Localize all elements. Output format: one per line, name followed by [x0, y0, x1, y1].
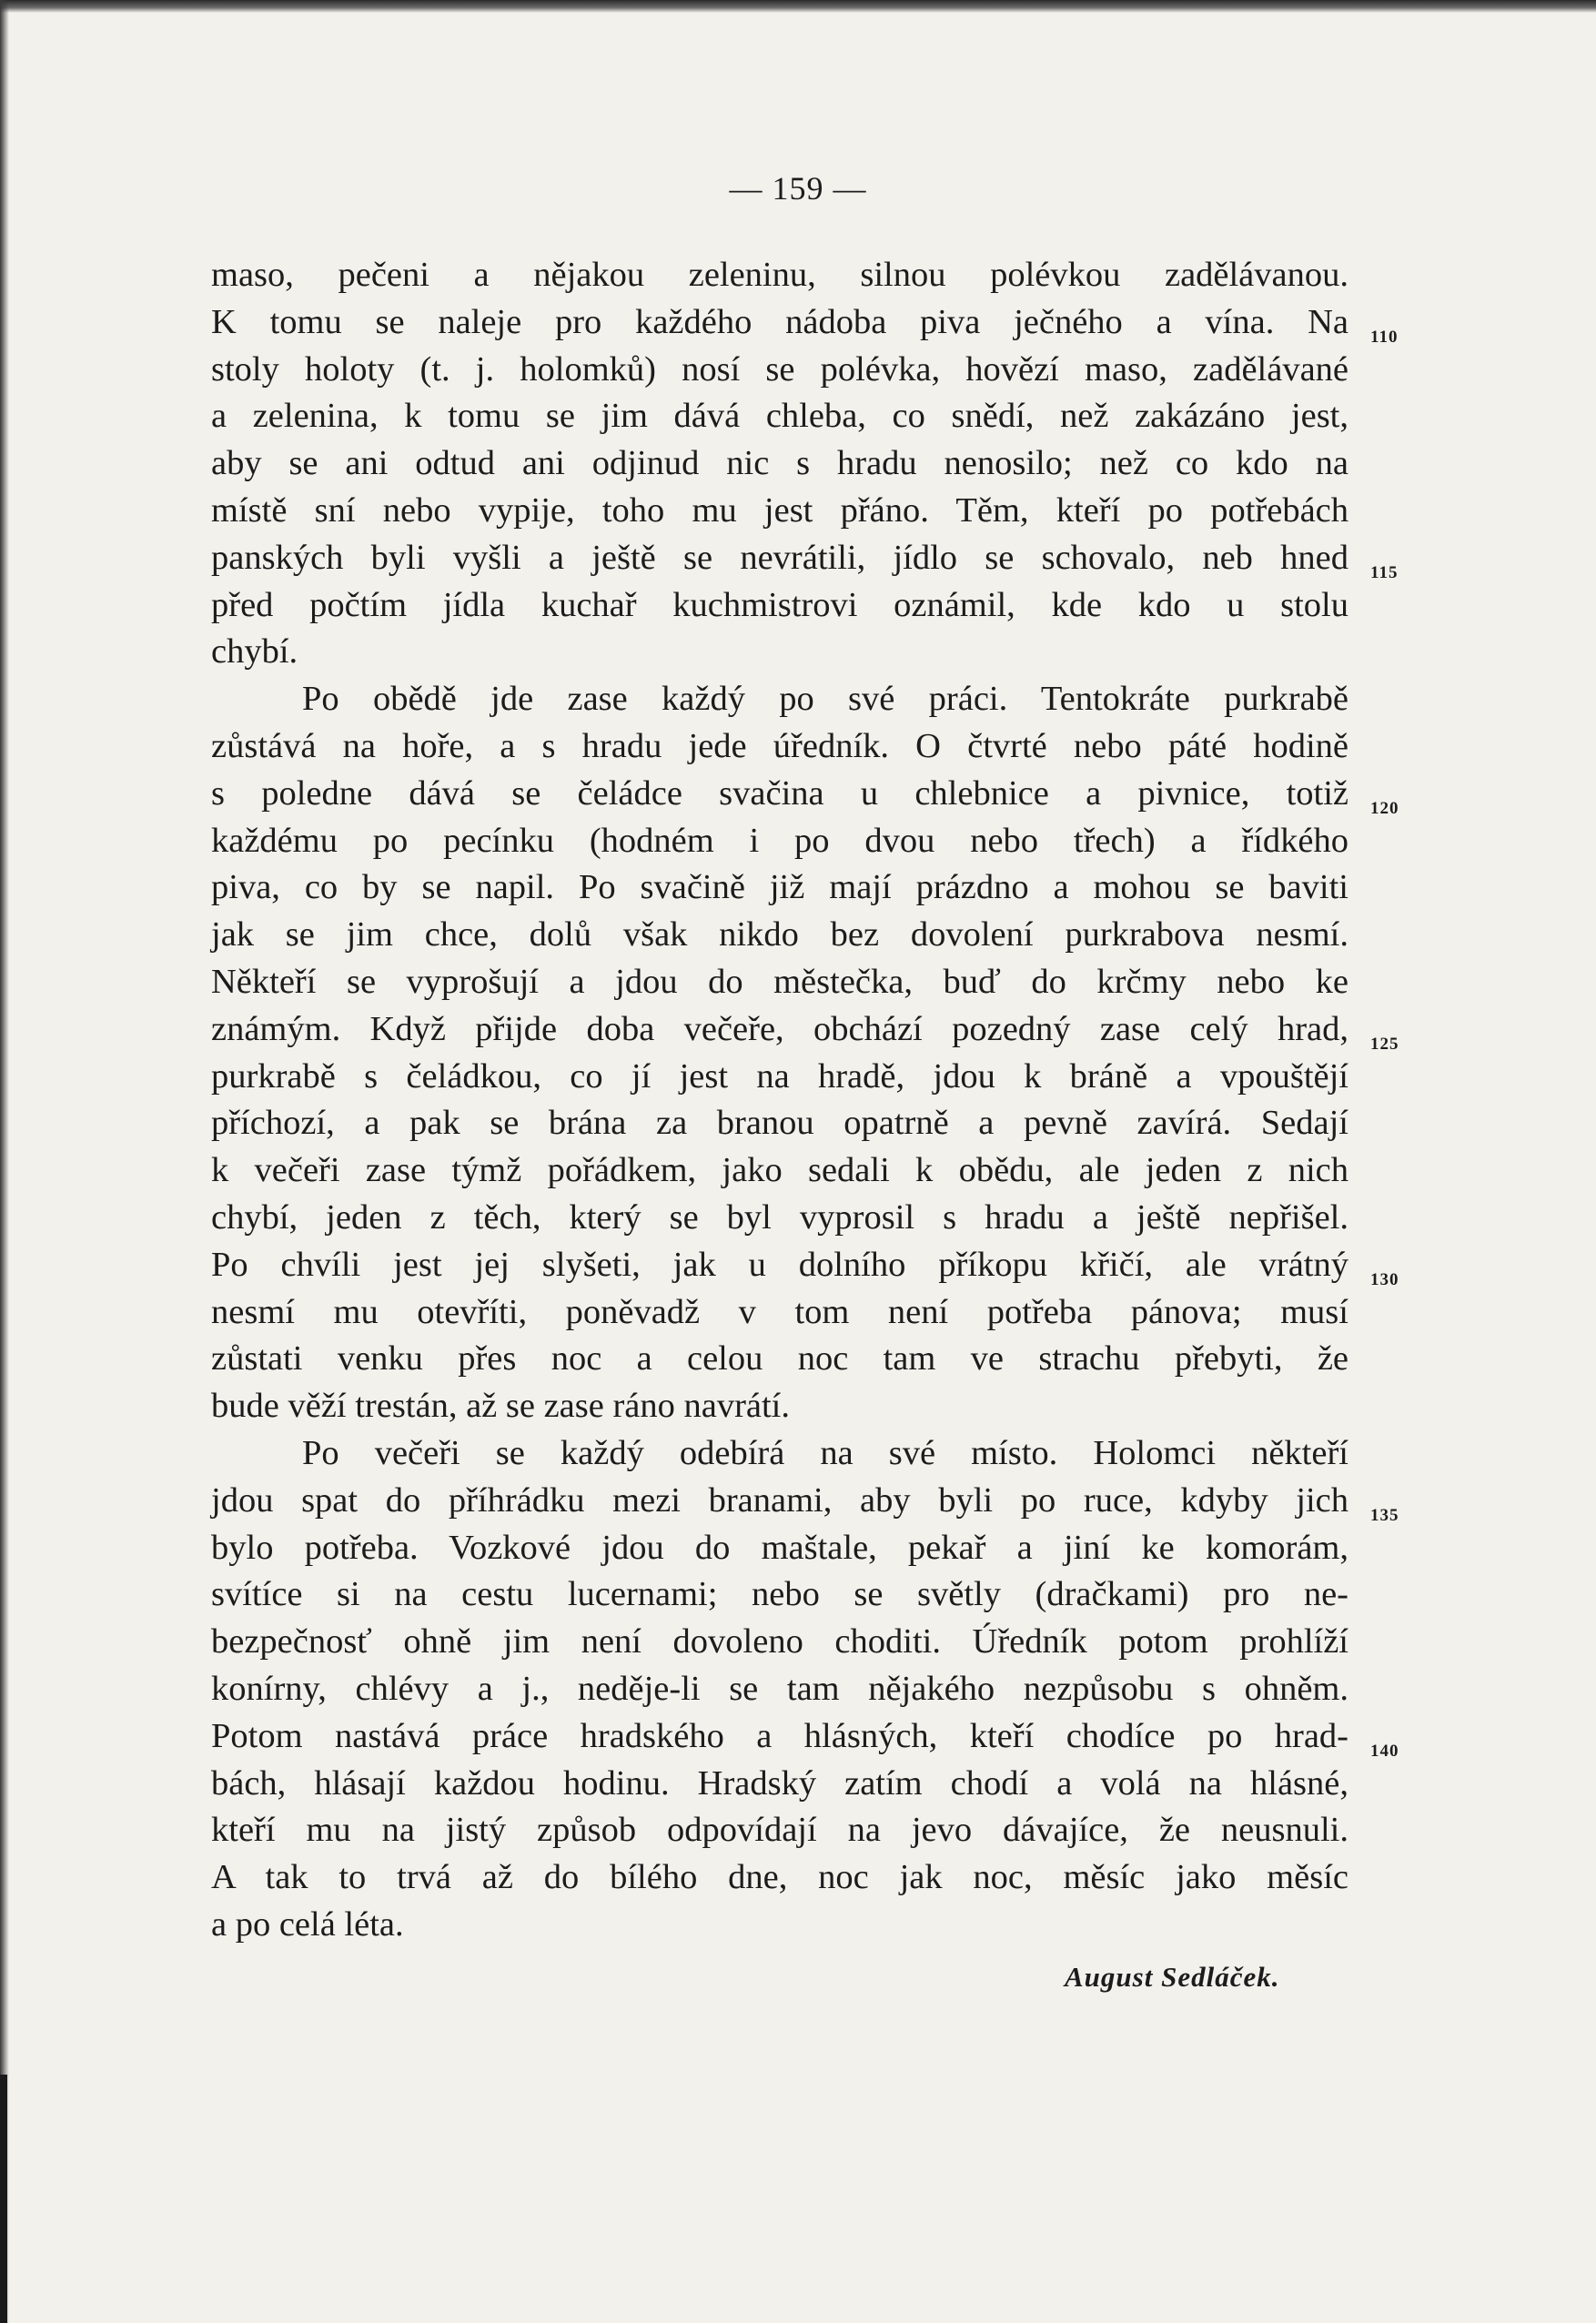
text-line: aby se ani odtud ani odjinud nic s hradu nenosilo; než co kdo na: [211, 444, 1349, 483]
text-line: bách, hlásají každou hodinu. Hradský zatím chodí a volá na hlásné,: [211, 1763, 1349, 1803]
page-number: — 159 —: [729, 170, 867, 207]
text-line: nesmí mu otevříti, poněvadž v tom není potřeba pánova; musí: [211, 1292, 1349, 1331]
text-line: zůstati venku přes noc a celou noc tam ve strachu přebyti, že: [211, 1339, 1349, 1379]
margin-line-number: 130: [1370, 1270, 1399, 1289]
page-top-edge: [0, 0, 1596, 13]
paragraph-2: [211, 676, 1349, 1430]
text-line: Potom nastává práce hradského a hlásných, kteří chodíce po hrad-: [211, 1716, 1349, 1755]
page-left-edge-mark: [0, 2075, 7, 2323]
text-line: Po obědě jde zase každý po své práci. Tentokráte purkrabě: [302, 680, 1349, 719]
text-line: svítíce si na cestu lucernami; nebo se světly (dračkami) pro ne-: [211, 1575, 1349, 1614]
text-line: a po celá léta.: [211, 1904, 404, 1944]
text-line: Po chvíli jest jej slyšeti, jak u dolního příkopu křičí, ale vrátný: [211, 1245, 1349, 1284]
paragraph-3: [211, 1430, 1349, 1949]
text-line: před počtím jídla kuchař kuchmistrovi oznámil, kde kdo u stolu: [211, 585, 1349, 624]
text-line: A tak to trvá až do bílého dne, noc jak noc, měsíc jako měsíc: [211, 1858, 1349, 1897]
text-line: kteří mu na jistý způsob odpovídají na jevo dávajíce, že neusnuli.: [211, 1811, 1349, 1850]
text-line: konírny, chlévy a j., neděje-li se tam nějakého nezpůsobu s ohněm.: [211, 1669, 1349, 1708]
text-line: Po večeři se každý odebírá na své místo. Holomci někteří: [302, 1433, 1349, 1472]
text-line: stoly holoty (t. j. holomků) nosí se polévka, hovězí maso, zadělávané: [211, 349, 1349, 389]
author-signature: August Sedláček.: [1065, 1961, 1280, 1993]
text-line: bude věží trestán, až se zase ráno navrátí.: [211, 1387, 791, 1426]
text-line: piva, co by se napil. Po svačině již mají prázdno a mohou se baviti: [211, 868, 1349, 907]
text-line: purkrabě s čeládkou, co jí jest na hradě, jdou k bráně a vpouštějí: [211, 1056, 1349, 1096]
body-text: [211, 252, 1349, 1949]
paragraph-1: [211, 252, 1349, 676]
margin-line-number: 110: [1370, 328, 1399, 347]
text-line: jdou spat do příhrádku mezi branami, aby byli po ruce, kdyby jich: [211, 1480, 1349, 1520]
margin-line-number: 115: [1370, 563, 1399, 582]
text-line: chybí, jeden z těch, který se byl vyprosil s hradu a ještě nepřišel.: [211, 1197, 1349, 1237]
text-line: Někteří se vyprošují a jdou do městečka, buď do krčmy nebo ke: [211, 962, 1349, 1001]
text-line: místě sní nebo vypije, toho mu jest přáno. Těm, kteří po potřebách: [211, 490, 1349, 530]
text-line: K tomu se naleje pro každého nádoba piva ječného a vína. Na: [211, 302, 1349, 341]
text-line: a zelenina, k tomu se jim dává chleba, co snědí, než zakázáno jest,: [211, 397, 1349, 436]
text-line: k večeři zase týmž pořádkem, jako sedali k obědu, ale jeden z nich: [211, 1151, 1349, 1190]
margin-line-number: 135: [1370, 1506, 1399, 1525]
text-line: bezpečnosť ohně jim není dovoleno choditi. Úředník potom prohlíží: [211, 1622, 1349, 1661]
page-left-edge: [0, 0, 9, 2323]
text-line: panských byli vyšli a ještě se nevrátili, jídlo se schovalo, neb hned: [211, 538, 1349, 577]
text-line: zůstává na hoře, a s hradu jede úředník. O čtvrté nebo páté hodině: [211, 726, 1349, 765]
margin-line-number: 140: [1370, 1742, 1399, 1761]
text-line: bylo potřeba. Vozkové jdou do maštale, pekař a jiní ke komorám,: [211, 1528, 1349, 1567]
text-line: chybí.: [211, 632, 298, 672]
text-line: s poledne dává se čeládce svačina u chlebnice a pivnice, totiž: [211, 773, 1349, 813]
text-line: každému po pecínku (hodném i po dvou nebo třech) a řídkého: [211, 821, 1349, 860]
text-line: známým. Když přijde doba večeře, obchází pozedný zase celý hrad,: [211, 1009, 1349, 1048]
text-line: jak se jim chce, dolů však nikdo bez dovolení purkrabova nesmí.: [211, 915, 1349, 954]
text-line: maso, pečeni a nějakou zeleninu, silnou polévkou zadělávanou.: [211, 256, 1349, 294]
text-line: příchozí, a pak se brána za branou opatrně a pevně zavírá. Sedají: [211, 1104, 1349, 1143]
margin-line-number: 120: [1370, 799, 1399, 818]
margin-line-number: 125: [1370, 1035, 1399, 1054]
